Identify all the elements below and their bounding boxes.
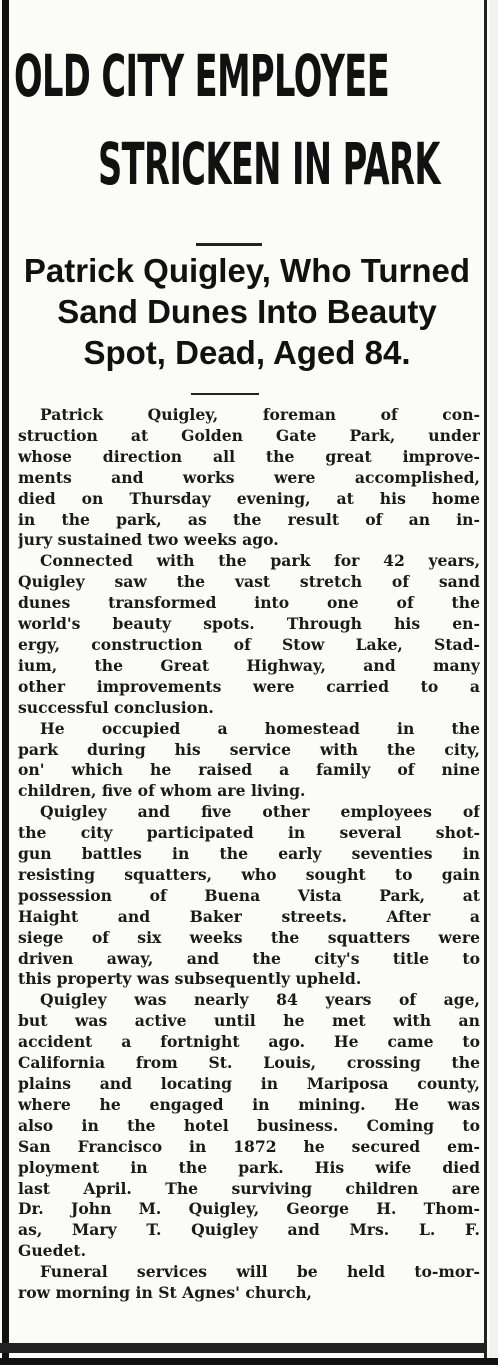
article-line: last April. The surviving children are (18, 1178, 480, 1198)
article-line: Dr. John M. Quigley, George H. Thom- (18, 1199, 480, 1219)
article-line: world's beauty spots. Through his en- (18, 614, 480, 634)
right-column-rule (484, 0, 487, 1365)
article-line: Connected with the park for 42 years, (40, 551, 480, 571)
headline-divider (196, 243, 262, 246)
article-line: Quigley was nearly 84 years of age, (40, 990, 480, 1010)
article-line: San Francisco in 1872 he secured em- (18, 1136, 480, 1156)
article-line: ployment in the park. His wife died (18, 1157, 480, 1177)
article-paragraph (18, 1262, 480, 1304)
article-line: other improvements were carried to a (18, 676, 480, 696)
bottom-page-edge (0, 1358, 498, 1365)
article-line: Funeral services will be held to-mor- (40, 1262, 480, 1282)
bottom-column-rule (0, 1343, 484, 1353)
article-body (18, 405, 480, 1304)
article-line: He occupied a homestead in the (40, 718, 480, 738)
article-line: children, five of whom are living. (18, 781, 306, 801)
article-line: also in the hotel business. Coming to (18, 1115, 480, 1135)
article-line: in the park, as the result of an in- (18, 509, 480, 529)
article-line: struction at Golden Gate Park, under (18, 425, 480, 445)
article-paragraph (18, 719, 480, 803)
article-line: California from St. Louis, crossing the (18, 1053, 480, 1073)
deck-divider (191, 393, 259, 395)
article-line: where he engaged in mining. He was (18, 1094, 480, 1114)
article-line: this property was subsequently upheld. (18, 969, 362, 989)
article-line: row morning in St Agnes' church, (18, 1283, 312, 1303)
headline-line-2: STRICKEN IN PARK (98, 130, 440, 198)
article-line: dunes transformed into one of the (18, 593, 480, 613)
article-line: the city participated in several shot- (18, 823, 480, 843)
article-line: ium, the Great Highway, and many (18, 655, 480, 675)
article-line: possession of Buena Vista Park, at (18, 885, 480, 905)
subheadline (16, 250, 478, 373)
article-line: ergy, construction of Stow Lake, Stad- (18, 634, 480, 654)
article-line: on' which he raised a family of nine (18, 760, 480, 780)
article-line: Haight and Baker streets. After a (18, 906, 480, 926)
article-line: but was active until he met with an (18, 1011, 480, 1031)
article-line: successful conclusion. (18, 697, 214, 717)
article-line: park during his service with the city, (18, 739, 480, 759)
subheadline-line-3: Spot, Dead, Aged 84. (83, 334, 411, 371)
article-paragraph (18, 551, 480, 718)
left-column-rule (2, 0, 9, 1365)
article-line: Guedet. (18, 1241, 87, 1261)
article-line: Quigley and five other employees of (40, 802, 480, 822)
article-paragraph (18, 405, 480, 551)
article-line: resisting squatters, who sought to gain (18, 864, 480, 884)
article-line: ments and works were accomplished, (18, 467, 480, 487)
article-line: Patrick Quigley, foreman of con- (40, 405, 480, 424)
article-line: accident a fortnight ago. He came to (18, 1032, 480, 1052)
article-line: Quigley saw the vast stretch of sand (18, 572, 480, 592)
article-paragraph (18, 990, 480, 1262)
adjacent-column-edge (489, 0, 498, 1365)
headline-line-1: OLD CITY EMPLOYEE (14, 42, 390, 110)
article-line: gun battles in the early seventies in (18, 844, 480, 864)
article-line: whose direction all the great improve- (18, 446, 480, 466)
article-line: driven away, and the city's title to (18, 948, 480, 968)
article-line: died on Thursday evening, at his home (18, 488, 480, 508)
article-line: siege of six weeks the squatters were (18, 927, 480, 947)
article-line: plains and locating in Mariposa county, (18, 1074, 480, 1093)
subheadline-line-1: Patrick Quigley, Who Turned (23, 252, 471, 289)
subheadline-line-2: Sand Dunes Into Beauty (57, 293, 437, 330)
article-line: jury sustained two weeks ago. (18, 530, 279, 550)
article-line: as, Mary T. Quigley and Mrs. L. F. (18, 1220, 480, 1240)
article-paragraph (18, 802, 480, 990)
